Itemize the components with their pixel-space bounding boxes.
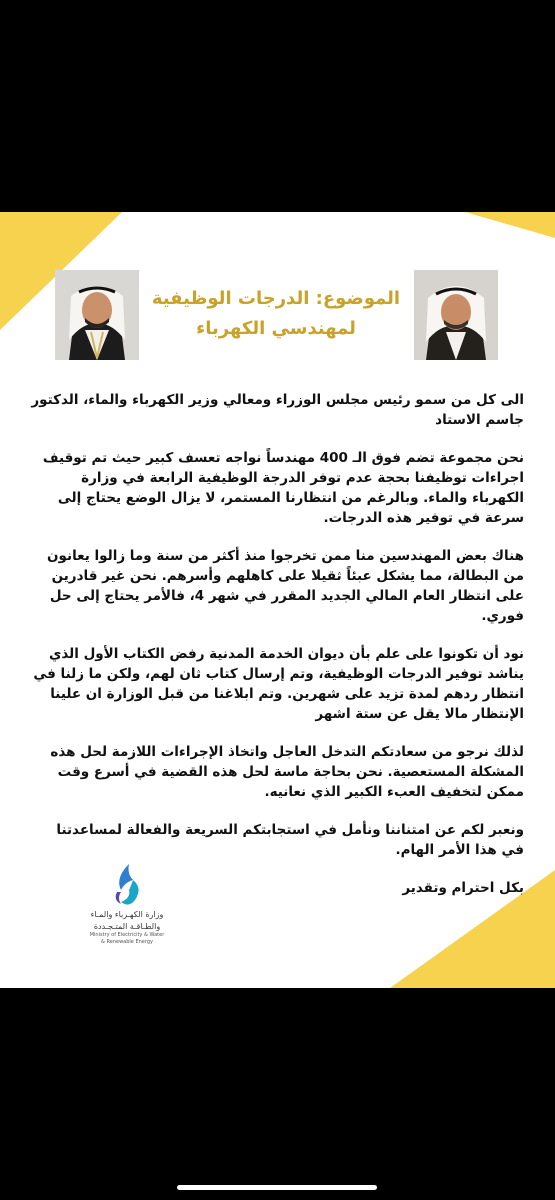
flame-drop-icon — [107, 862, 147, 908]
subject-line-2: لمهندسي الكهرباء — [196, 318, 356, 339]
letter-body — [30, 390, 524, 916]
paragraph-addressee: الى كل من سمو رئيس مجلس الوزراء ومعالي وزير الكهرباء والماء، الدكتور جاسم الاستاد — [31, 392, 524, 428]
ministry-name-en-1: Ministry of Electricity & Water — [89, 932, 165, 938]
closing-line: بكل احترام وتقدير — [402, 880, 524, 896]
subject-line-1: الموضوع: الدرجات الوظيفية — [151, 288, 401, 309]
ministry-name-ar-1: وزارة الكهـرباء والمـاء — [90, 910, 164, 919]
portrait-right — [414, 270, 498, 360]
paragraph-issue: نحن مجموعة تضم فوق الـ 400 مهندساً نواجه تعسف كبير حيث تم توقيف اجراءات توظيفنا بحجة عدم توفر الدرجة الوظيفية الرابعة في وزارة الكهرباء والماء. وبالرغم من انتظارنا المستمر، لا يزال الوضع يحتاج إلى سرعة في توفير هذه الدرجات. — [42, 450, 524, 526]
portrait-left — [55, 270, 139, 360]
ministry-name-en-2: & Renewable Energy — [101, 939, 153, 945]
ministry-logo — [72, 862, 182, 972]
official-portrait-icon — [414, 270, 498, 360]
home-indicator[interactable] — [177, 1185, 377, 1190]
ministry-name-ar-2: والطـاقـة المتـجـددة — [93, 922, 161, 931]
paragraph-civil-service: نود أن تكونوا على علم بأن ديوان الخدمة المدنية رفض الكتاب الأول الذي يناشد توفير الدرجات الوظيفية، وتم إرسال كتاب ثان لهم، ولكن ما زلنا في انتظار ردهم لمدة تزيد على شهرين. وتم ابلاغنا من قبل الوزارة ان علينا الإنتظار مالا يقل عن ستة اشهر — [33, 646, 524, 722]
letter-page — [0, 212, 555, 988]
paragraph-request: لذلك نرجو من سعادتكم التدخل العاجل واتخاذ الإجراءات اللازمة لحل هذه المشكلة المستعصية. نحن بحاجة ماسة لحل هذه القضية في أسرع وقت ممكن لتخفيف العبء الكبير الذي نعانيه. — [50, 744, 524, 800]
official-portrait-icon — [55, 270, 139, 360]
letter-subject — [150, 284, 402, 344]
paragraph-gratitude: ونعبر لكم عن امتناننا ونأمل في استجابتكم السريعة والفعالة لمساعدتنا في هذا الأمر الهام. — [56, 822, 524, 858]
yellow-corner-top-right — [465, 212, 555, 238]
paragraph-unemployment: هناك بعض المهندسين منا ممن تخرجوا منذ أكثر من سنة وما زالوا يعانون من البطالة، مما يشكل عبئاً ثقيلا على كاهلهم وأسرهم. نحن غير قادرين على انتظار العام المالي الجديد المقرر في شهر 4، فالأمر يحتاج إلى حل فوري. — [47, 548, 524, 624]
